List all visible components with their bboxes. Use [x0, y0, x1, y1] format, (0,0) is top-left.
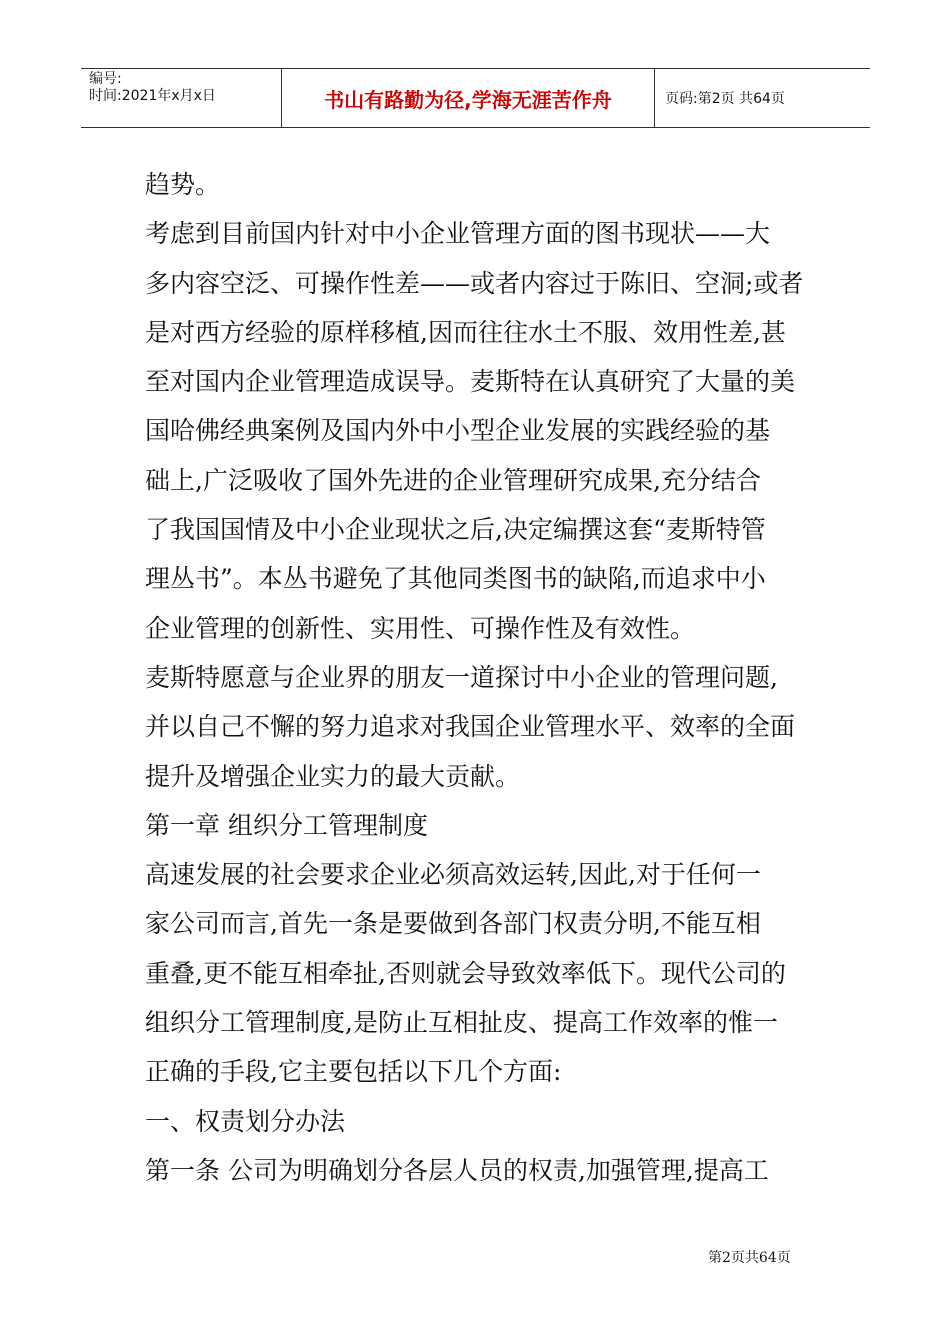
body-line: 是对西方经验的原样移植,因而往往水土不服、效用性差,甚: [145, 317, 786, 347]
body-line: 至对国内企业管理造成误导。麦斯特在认真研究了大量的美: [145, 367, 796, 397]
body-line: 麦斯特愿意与企业界的朋友一道探讨中小企业的管理问题,: [145, 662, 778, 692]
document-number-label: 编号:: [89, 71, 122, 87]
chapter-heading: 第一章 组织分工管理制度: [145, 810, 428, 840]
body-line: 企业管理的创新性、实用性、可操作性及有效性。: [145, 613, 696, 643]
body-line: 多内容空泛、可操作性差——或者内容过于陈旧、空洞;或者: [145, 268, 804, 298]
document-body: [145, 160, 810, 1195]
body-line: 趋势。: [145, 170, 221, 199]
body-line: 考虑到目前国内针对中小企业管理方面的图书现状——大: [145, 219, 771, 249]
body-line: 组织分工管理制度,是防止互相扯皮、提高工作效率的惟一: [145, 1008, 778, 1038]
article-line: 第一条 公司为明确划分各层人员的权责,加强管理,提高工: [145, 1155, 769, 1185]
header-meta: [81, 69, 282, 127]
body-line: 正确的手段,它主要包括以下几个方面:: [145, 1057, 562, 1087]
body-line: 并以自己不懈的努力追求对我国企业管理水平、效率的全面: [145, 712, 796, 742]
body-line: 重叠,更不能互相牵扯,否则就会导致效率低下。现代公司的: [145, 958, 786, 988]
page-header: [81, 68, 870, 128]
header-page-info: 页码:第2页 共64页: [665, 91, 785, 107]
section-heading: 一、权责划分办法: [145, 1106, 346, 1136]
body-line: 理丛书”。本丛书避免了其他同类图书的缺陷,而追求中小: [145, 564, 766, 594]
document-time-label: 时间:2021年x月x日: [89, 88, 216, 104]
body-line: 国哈佛经典案例及国内外中小型企业发展的实践经验的基: [145, 416, 771, 446]
body-line: 高速发展的社会要求企业必须高效运转,因此,对于任何一: [145, 860, 761, 890]
page-footer: 第2页共64页: [708, 1250, 791, 1266]
body-line: 提升及增强企业实力的最大贡献。: [145, 761, 521, 791]
body-line: 了我国国情及中小企业现状之后,决定编撰这套“麦斯特管: [145, 515, 766, 545]
body-line: 础上,广泛吸收了国外先进的企业管理研究成果,充分结合: [145, 465, 761, 495]
header-motto: 书山有路勤为径,学海无涯苦作舟: [282, 69, 655, 127]
body-line: 家公司而言,首先一条是要做到各部门权责分明,不能互相: [145, 909, 761, 939]
